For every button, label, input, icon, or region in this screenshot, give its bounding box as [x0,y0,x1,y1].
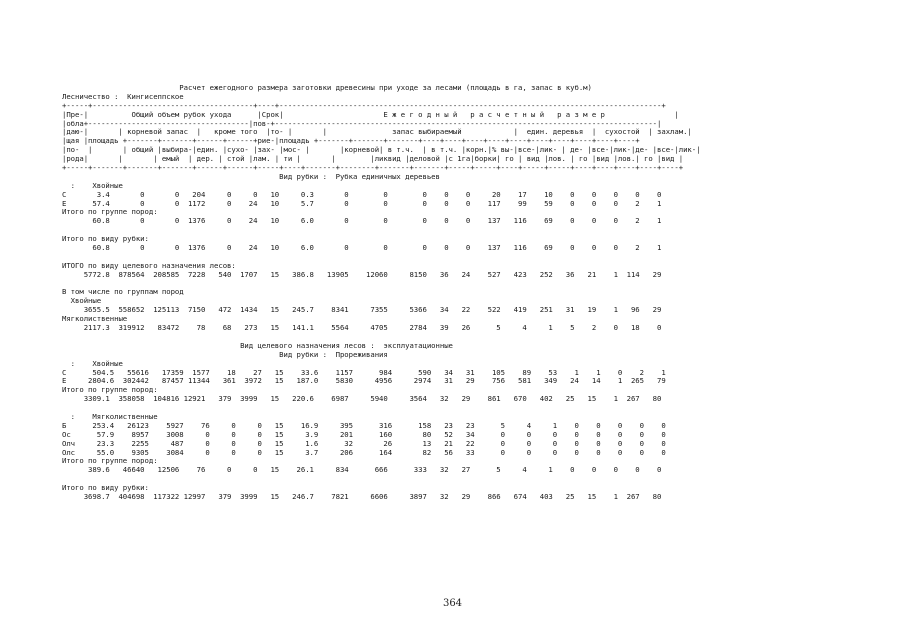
report-line: +-----+-------+-------+-------+------+------+-----+----+-------+--------+-------+-------+-----+-----+----+-----+-----+----+----+----+----+----+ [62,164,684,173]
report-line [62,333,832,342]
report-line: Итого по группе пород: [62,386,158,395]
report-line: |щая |площадь +-------+-------+------+------+рие-|площадь +-------+-------+-------+----+----+----+----+----+----+----+----+----+----+ [62,137,640,146]
report-line: Олс 55.0 9305 3084 0 0 0 15 3.7 206 164 82 56 33 0 0 0 0 0 0 0 0 [62,448,666,457]
report-line: Вид рубки : Прореживания [62,350,388,359]
report-line: : Хвойные [62,359,123,368]
report-line: 60.8 0 0 1376 0 24 10 6.0 0 0 0 0 0 137 116 69 0 0 0 2 1 [62,217,662,226]
report-line: Вид целевого назначения лесов : эксплуатационные [62,341,453,350]
report-line: Олч 23.3 2255 487 0 0 0 15 1.6 32 26 13 21 22 0 0 0 0 0 0 0 0 [62,439,666,448]
report-line: Итого по виду рубки: [62,484,149,493]
report-line: +-----+-------------------------------------+----+----------------------------------------------------------------------------------------+ [62,101,666,110]
report-line: Ос 57.9 8957 3008 0 0 0 15 3.9 201 160 80 52 34 0 0 0 0 0 0 0 0 [62,430,666,439]
report-line [62,226,832,235]
report-line: 3655.5 558652 125113 7150 472 1434 15 245.7 8341 7355 5366 34 22 522 419 251 31 19 1 96 29 [62,306,662,315]
report-line: Мягколиственные [62,315,128,324]
report-line: 5772.8 878564 208585 7228 540 1707 15 386.8 13905 12060 8150 36 24 527 423 252 36 21 1 114 29 [62,270,662,279]
report-line: ИТОГО по виду целевого назначения лесов: [62,261,236,270]
report-line: Лесничество : Кингисеппское [62,92,184,101]
report-line: Хвойные [62,297,102,306]
report-line: |рода| | | емый | дер. | стой |лам. | ти | | |ликвид |деловой |с 1га|борки| го | вид |лов. | го |вид |лов.| го |вид | [62,155,684,164]
report-line: Б 253.4 26123 5927 76 0 0 15 16.9 395 316 158 23 23 5 4 1 0 0 0 0 0 [62,421,666,430]
report-line: : Хвойные [62,181,123,190]
report-line: Вид рубки : Рубка единичных деревьев [62,172,440,181]
report-line: 389.6 46640 12506 76 0 0 15 26.1 834 666 333 32 27 5 4 1 0 0 0 0 0 [62,466,662,475]
page-number: 364 [442,598,463,609]
report-line: 3309.1 358058 104816 12921 379 3999 15 220.6 6987 5940 3564 32 29 861 670 402 25 15 1 267 80 [62,395,662,404]
report-line: Е 2804.6 302442 87457 11344 361 3972 15 187.0 5830 4956 2974 31 29 756 581 349 24 14 1 265 79 [62,377,666,386]
report-line [62,280,832,289]
report-line: Итого по группе пород: [62,208,158,217]
report-line: |даю-| | корневой запас | кроме того |то- | | запас выбираемый | един. деревья | сухостой | захлам.| [62,128,692,137]
report-line: С 504.5 55616 17359 1577 18 27 15 33.6 1157 984 590 34 31 105 89 53 1 1 0 2 1 [62,368,666,377]
report-line: : Мягколиственные [62,412,158,421]
report-line: |обла+-------------------------------------|пов-+----------------------------------------------------------------------------------------| [62,119,662,128]
report-line: С 3.4 0 0 204 0 0 10 0.3 0 0 0 0 0 20 17 10 0 0 0 0 0 [62,190,662,199]
report-line: 3698.7 404698 117322 12997 379 3999 15 246.7 7821 6606 3897 32 29 866 674 403 25 15 1 267 80 [62,492,662,501]
report-line [62,404,832,413]
report-line: Итого по группе пород: [62,457,158,466]
report-line: В том числе по группам пород [62,288,184,297]
report-line [62,475,832,484]
report-line: |Пре-| Общий объем рубок ухода |Срок| Е ж е г о д н ы й р а с ч е т н ы й р а з м е р | [62,110,679,119]
report-line: Итого по виду рубки: [62,235,149,244]
report-line [62,253,832,262]
report-line: |по- | | общий |выбира-|един. |сухо- |зах- |мос- | |корневой| в т.ч. | в т.ч. |корн.|% вы-|все-|лик- | де- |все-|лик-|де- |все-|лик-| [62,146,701,155]
report-line: 2117.3 319912 83472 78 68 273 15 141.1 5564 4705 2784 39 26 5 4 1 5 2 0 18 0 [62,324,662,333]
report-line: 60.8 0 0 1376 0 24 10 6.0 0 0 0 0 0 137 116 69 0 0 0 2 1 [62,244,662,253]
report-line: Е 57.4 0 0 1172 0 24 10 5.7 0 0 0 0 0 117 99 59 0 0 0 2 1 [62,199,662,208]
report-title: Расчет ежегодного размера заготовки древесины при уходе за лесами (площадь в га, запас в куб.м) [62,84,592,92]
report-table [62,84,832,502]
